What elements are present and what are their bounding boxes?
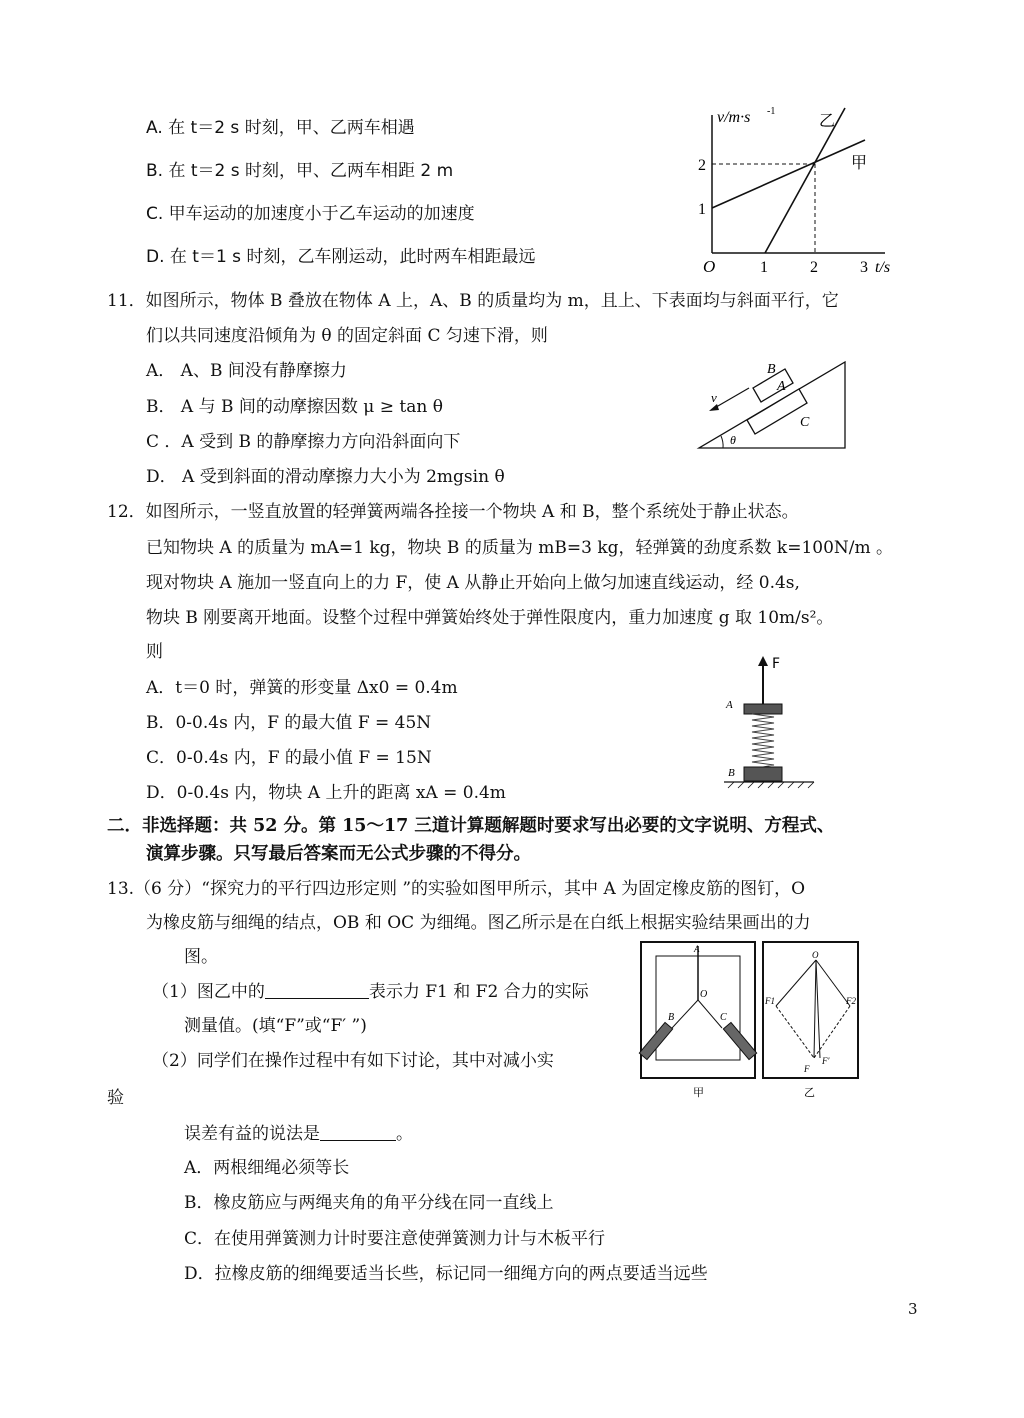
force-arrowhead xyxy=(758,656,768,666)
label-yi: 乙 xyxy=(819,113,836,130)
q10-option-d: D. 在 t＝1 s 时刻，乙车刚运动，此时两车相距最远 xyxy=(146,247,536,267)
block-a xyxy=(747,389,807,434)
q13-stem-line2: 为橡皮筋与细绳的结点，OB 和 OC 为细绳。图乙所示是在白纸上根据实验结果画出的力 xyxy=(146,913,811,933)
q10-option-b: B. 在 t＝2 s 时刻，甲、乙两车相距 2 m xyxy=(146,161,454,181)
label-a: A xyxy=(726,699,733,711)
label-a: A xyxy=(777,379,786,394)
label-c: C xyxy=(800,415,810,430)
y-axis-label: v/m·s xyxy=(717,109,751,126)
spring-figure xyxy=(722,652,822,792)
rope-oc xyxy=(698,1000,722,1028)
q13-stem-line1: 13.（6 分）“探究力的平行四边形定则 ”的实验如图甲所示，其中 A 为固定橡皮筋的图钉，O xyxy=(107,879,806,899)
caption-jia: 甲 xyxy=(693,1087,704,1099)
q10-option-a: A. 在 t＝2 s 时刻，甲、乙两车相遇 xyxy=(146,118,415,138)
y-tick-2: 2 xyxy=(698,157,706,174)
block-a xyxy=(744,704,782,714)
y-tick-1: 1 xyxy=(698,201,706,218)
x-tick-1: 1 xyxy=(760,259,768,276)
section2-heading-line2: 演算步骤。只写最后答案而无公式步骤的不得分。 xyxy=(146,844,531,864)
line-jia xyxy=(712,140,868,208)
label-f: F xyxy=(804,1064,810,1074)
label-a: A xyxy=(694,944,700,954)
q12-stem-line2: 已知物块 A 的质量为 mA=1 kg，物块 B 的质量为 mB=3 kg，轻弹簧的劲度系数 k=100N/m 。 xyxy=(146,538,894,558)
label-c: C xyxy=(720,1012,727,1023)
x-axis-label: t/s xyxy=(875,259,891,276)
q12-option-c: C．0-0.4s 内，F 的最小值 F = 15N xyxy=(146,748,432,768)
q12-option-d: D．0-0.4s 内，物块 A 上升的距离 xA = 0.4m xyxy=(146,783,506,803)
q13-option-d: D．拉橡皮筋的细绳要适当长些，标记同一细绳方向的两点要适当远些 xyxy=(184,1264,708,1284)
label-jia: 甲 xyxy=(851,155,868,172)
q13-part1-line2: 测量值。(填“F”或“F′ ”) xyxy=(184,1016,367,1036)
figure-yi xyxy=(762,940,862,1100)
vector-f xyxy=(814,960,816,1058)
q13-part2-suffix: 。 xyxy=(396,1124,413,1144)
label-f: F xyxy=(772,656,781,672)
q12-stem-line5: 则 xyxy=(146,642,163,662)
q12-stem-line4: 物块 B 刚要离开地面。设整个过程中弹簧始终处于弹性限度内，重力加速度 g 取 10m/s²。 xyxy=(146,608,834,628)
q13-part2-line2 xyxy=(184,1123,413,1145)
y-axis-exponent: -1 xyxy=(767,106,776,117)
figure-jia xyxy=(640,940,760,1100)
q13-part1-suffix: 表示力 F1 和 F2 合力的实际 xyxy=(368,982,589,1002)
label-b: B xyxy=(668,1012,675,1023)
q13-option-b: B．橡皮筋应与两绳夹角的角平分线在同一直线上 xyxy=(184,1193,554,1213)
q13-option-a: A．两根细绳必须等长 xyxy=(184,1158,350,1178)
section2-heading-line1: 二．非选择题：共 52 分。第 15～17 三道计算题解题时要求写出必要的文字说明、方程式、 xyxy=(107,816,835,836)
caption-yi: 乙 xyxy=(804,1087,815,1099)
label-f-prime: F′ xyxy=(822,1056,830,1066)
page-number: 3 xyxy=(908,1300,918,1318)
q13-part2: （2）同学们在操作过程中有如下讨论，其中对减小实 xyxy=(152,1051,554,1071)
theta-arc xyxy=(721,436,723,448)
q12-stem-line3: 现对物块 A 施加一竖直向上的力 F，使 A 从静止开始向上做匀加速直线运动，经 0.4s, xyxy=(146,573,800,593)
vector-f2 xyxy=(816,960,850,1006)
q13-part1-answer-blank[interactable] xyxy=(265,982,369,999)
q11-option-c: C ．A 受到 B 的静摩擦力方向沿斜面向下 xyxy=(146,432,461,452)
x-tick-3: 3 xyxy=(860,259,868,276)
ground-hatch xyxy=(728,782,814,788)
q13-part2-prefix: 误差有益的说法是 xyxy=(184,1124,320,1144)
q13-part1-prefix: （1）图乙中的 xyxy=(152,982,265,1002)
label-theta: θ xyxy=(730,433,736,447)
velocity-time-graph xyxy=(695,100,895,280)
vector-f-prime xyxy=(816,960,820,1058)
q10-option-c: C. 甲车运动的加速度小于乙车运动的加速度 xyxy=(146,204,475,224)
q13-stem-line3: 图。 xyxy=(184,947,218,967)
q12-stem-line1: 12．如图所示，一竖直放置的轻弹簧两端各拴接一个物块 A 和 B，整个系统处于静止状态。 xyxy=(107,502,799,522)
label-o: O xyxy=(812,950,819,960)
origin-label: O xyxy=(703,257,716,276)
q13-option-c: C．在使用弹簧测力计时要注意使弹簧测力计与木板平行 xyxy=(184,1229,606,1249)
q11-option-a: A． A、B 间没有静摩擦力 xyxy=(146,361,347,381)
label-f1: F1 xyxy=(765,996,775,1006)
label-b: B xyxy=(728,767,735,779)
q11-option-d: D． A 受到斜面的滑动摩擦力大小为 2mgsin θ xyxy=(146,467,505,487)
q13-part2-answer-blank[interactable] xyxy=(320,1124,396,1141)
label-b: B xyxy=(767,362,776,377)
x-tick-2: 2 xyxy=(810,259,818,276)
paper-frame xyxy=(763,942,858,1078)
parallelogram-side-left xyxy=(776,1006,814,1058)
velocity-arrowhead xyxy=(709,404,719,411)
vector-f1 xyxy=(776,960,816,1006)
label-v: v xyxy=(711,390,717,405)
q11-stem-line2: 们以共同速度沿倾角为 θ 的固定斜面 C 匀速下滑，则 xyxy=(146,326,548,346)
q11-option-b: B． A 与 B 间的动摩擦因数 μ ≥ tan θ xyxy=(146,397,443,417)
q13-part2-wrap: 验 xyxy=(107,1088,124,1108)
q11-stem-line1: 11．如图所示，物体 B 叠放在物体 A 上，A、B 的质量均为 m，且上、下表面均与斜面平行，它 xyxy=(107,291,839,311)
label-o: O xyxy=(700,989,708,1000)
q12-option-b: B．0-0.4s 内，F 的最大值 F = 45N xyxy=(146,713,432,733)
label-f2: F2 xyxy=(846,996,856,1006)
spring xyxy=(752,714,774,767)
rope-ob xyxy=(672,1000,698,1028)
q12-option-a: A．t＝0 时，弹簧的形变量 Δx0 = 0.4m xyxy=(146,678,458,698)
q13-part1 xyxy=(152,981,589,1003)
block-b xyxy=(744,767,782,781)
incline-figure xyxy=(697,352,857,452)
